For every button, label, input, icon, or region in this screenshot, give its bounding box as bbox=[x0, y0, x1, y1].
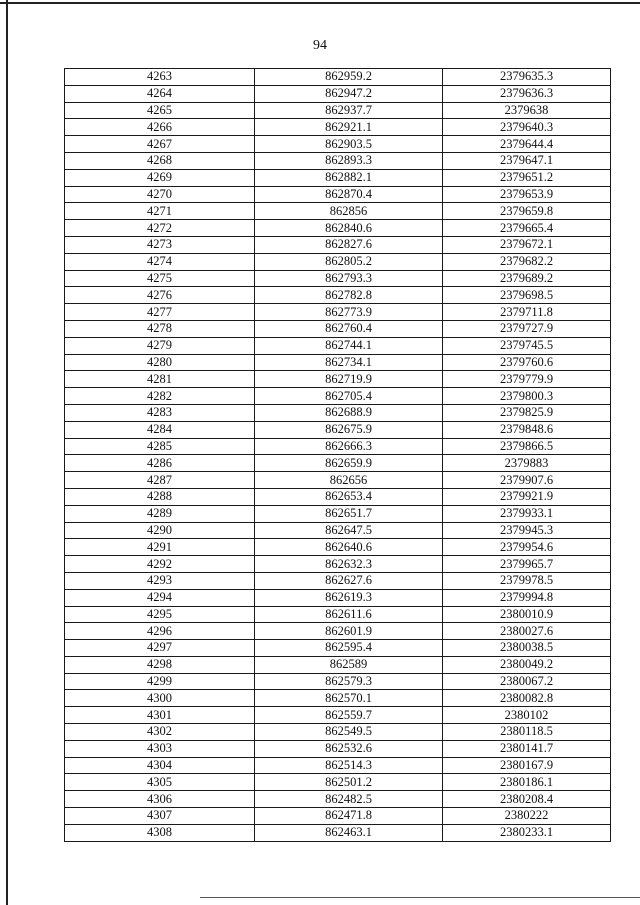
y-coordinate-cell: 2380102 bbox=[443, 707, 611, 724]
x-coordinate-cell: 862619.3 bbox=[255, 589, 443, 606]
point-number-cell: 4280 bbox=[65, 354, 255, 371]
y-coordinate-cell: 2379883 bbox=[443, 455, 611, 472]
point-number-cell: 4286 bbox=[65, 455, 255, 472]
x-coordinate-cell: 862640.6 bbox=[255, 539, 443, 556]
y-coordinate-cell: 2379933.1 bbox=[443, 505, 611, 522]
table-row bbox=[65, 757, 611, 774]
x-coordinate-cell: 862882.1 bbox=[255, 169, 443, 186]
y-coordinate-cell: 2379682.2 bbox=[443, 253, 611, 270]
table-row bbox=[65, 169, 611, 186]
coordinates-table-body bbox=[65, 69, 611, 842]
point-number-cell: 4305 bbox=[65, 774, 255, 791]
point-number-cell: 4279 bbox=[65, 337, 255, 354]
table-row bbox=[65, 640, 611, 657]
table-row bbox=[65, 152, 611, 169]
y-coordinate-cell: 2380208.4 bbox=[443, 791, 611, 808]
x-coordinate-cell: 862501.2 bbox=[255, 774, 443, 791]
x-coordinate-cell: 862532.6 bbox=[255, 740, 443, 757]
point-number-cell: 4263 bbox=[65, 69, 255, 86]
y-coordinate-cell: 2379907.6 bbox=[443, 472, 611, 489]
x-coordinate-cell: 862959.2 bbox=[255, 69, 443, 86]
x-coordinate-cell: 862482.5 bbox=[255, 791, 443, 808]
table-row bbox=[65, 455, 611, 472]
y-coordinate-cell: 2380233.1 bbox=[443, 824, 611, 841]
table-row bbox=[65, 270, 611, 287]
x-coordinate-cell: 862760.4 bbox=[255, 320, 443, 337]
y-coordinate-cell: 2379665.4 bbox=[443, 220, 611, 237]
point-number-cell: 4302 bbox=[65, 724, 255, 741]
x-coordinate-cell: 862559.7 bbox=[255, 707, 443, 724]
table-row bbox=[65, 623, 611, 640]
y-coordinate-cell: 2379644.4 bbox=[443, 136, 611, 153]
point-number-cell: 4296 bbox=[65, 623, 255, 640]
point-number-cell: 4267 bbox=[65, 136, 255, 153]
table-row bbox=[65, 774, 611, 791]
y-coordinate-cell: 2379848.6 bbox=[443, 421, 611, 438]
x-coordinate-cell: 862719.9 bbox=[255, 371, 443, 388]
table-row bbox=[65, 102, 611, 119]
table-row bbox=[65, 791, 611, 808]
point-number-cell: 4288 bbox=[65, 488, 255, 505]
y-coordinate-cell: 2380186.1 bbox=[443, 774, 611, 791]
y-coordinate-cell: 2379945.3 bbox=[443, 522, 611, 539]
point-number-cell: 4264 bbox=[65, 85, 255, 102]
point-number-cell: 4308 bbox=[65, 824, 255, 841]
table-row bbox=[65, 236, 611, 253]
table-row bbox=[65, 354, 611, 371]
x-coordinate-cell: 862773.9 bbox=[255, 304, 443, 321]
x-coordinate-cell: 862570.1 bbox=[255, 690, 443, 707]
point-number-cell: 4307 bbox=[65, 808, 255, 825]
point-number-cell: 4277 bbox=[65, 304, 255, 321]
x-coordinate-cell: 862595.4 bbox=[255, 640, 443, 657]
y-coordinate-cell: 2379978.5 bbox=[443, 572, 611, 589]
point-number-cell: 4271 bbox=[65, 203, 255, 220]
x-coordinate-cell: 862870.4 bbox=[255, 186, 443, 203]
point-number-cell: 4268 bbox=[65, 152, 255, 169]
table-row bbox=[65, 421, 611, 438]
coordinates-table bbox=[64, 68, 611, 842]
y-coordinate-cell: 2379825.9 bbox=[443, 404, 611, 421]
table-row bbox=[65, 505, 611, 522]
y-coordinate-cell: 2379651.2 bbox=[443, 169, 611, 186]
x-coordinate-cell: 862782.8 bbox=[255, 287, 443, 304]
y-coordinate-cell: 2379965.7 bbox=[443, 556, 611, 573]
table-row bbox=[65, 522, 611, 539]
table-row bbox=[65, 220, 611, 237]
x-coordinate-cell: 862805.2 bbox=[255, 253, 443, 270]
x-coordinate-cell: 862653.4 bbox=[255, 488, 443, 505]
x-coordinate-cell: 862471.8 bbox=[255, 808, 443, 825]
x-coordinate-cell: 862793.3 bbox=[255, 270, 443, 287]
point-number-cell: 4301 bbox=[65, 707, 255, 724]
y-coordinate-cell: 2379711.8 bbox=[443, 304, 611, 321]
x-coordinate-cell: 862651.7 bbox=[255, 505, 443, 522]
point-number-cell: 4275 bbox=[65, 270, 255, 287]
y-coordinate-cell: 2379635.3 bbox=[443, 69, 611, 86]
point-number-cell: 4306 bbox=[65, 791, 255, 808]
point-number-cell: 4294 bbox=[65, 589, 255, 606]
point-number-cell: 4269 bbox=[65, 169, 255, 186]
point-number-cell: 4276 bbox=[65, 287, 255, 304]
y-coordinate-cell: 2379727.9 bbox=[443, 320, 611, 337]
y-coordinate-cell: 2380067.2 bbox=[443, 673, 611, 690]
table-row bbox=[65, 673, 611, 690]
table-row bbox=[65, 472, 611, 489]
table-row bbox=[65, 488, 611, 505]
point-number-cell: 4304 bbox=[65, 757, 255, 774]
table-row bbox=[65, 606, 611, 623]
x-coordinate-cell: 862744.1 bbox=[255, 337, 443, 354]
x-coordinate-cell: 862601.9 bbox=[255, 623, 443, 640]
point-number-cell: 4283 bbox=[65, 404, 255, 421]
x-coordinate-cell: 862734.1 bbox=[255, 354, 443, 371]
point-number-cell: 4285 bbox=[65, 438, 255, 455]
point-number-cell: 4298 bbox=[65, 656, 255, 673]
y-coordinate-cell: 2379672.1 bbox=[443, 236, 611, 253]
y-coordinate-cell: 2379779.9 bbox=[443, 371, 611, 388]
table-row bbox=[65, 203, 611, 220]
point-number-cell: 4297 bbox=[65, 640, 255, 657]
y-coordinate-cell: 2379689.2 bbox=[443, 270, 611, 287]
y-coordinate-cell: 2380010.9 bbox=[443, 606, 611, 623]
point-number-cell: 4289 bbox=[65, 505, 255, 522]
x-coordinate-cell: 862514.3 bbox=[255, 757, 443, 774]
table-row bbox=[65, 690, 611, 707]
table-row bbox=[65, 388, 611, 405]
scan-border-top bbox=[0, 2, 640, 4]
table-row bbox=[65, 808, 611, 825]
x-coordinate-cell: 862549.5 bbox=[255, 724, 443, 741]
table-row bbox=[65, 136, 611, 153]
table-row bbox=[65, 656, 611, 673]
x-coordinate-cell: 862705.4 bbox=[255, 388, 443, 405]
table-row bbox=[65, 304, 611, 321]
x-coordinate-cell: 862656 bbox=[255, 472, 443, 489]
y-coordinate-cell: 2379954.6 bbox=[443, 539, 611, 556]
point-number-cell: 4293 bbox=[65, 572, 255, 589]
table-row bbox=[65, 287, 611, 304]
x-coordinate-cell: 862579.3 bbox=[255, 673, 443, 690]
point-number-cell: 4274 bbox=[65, 253, 255, 270]
x-coordinate-cell: 862856 bbox=[255, 203, 443, 220]
x-coordinate-cell: 862647.5 bbox=[255, 522, 443, 539]
table-row bbox=[65, 337, 611, 354]
x-coordinate-cell: 862921.1 bbox=[255, 119, 443, 136]
point-number-cell: 4300 bbox=[65, 690, 255, 707]
page-number: 94 bbox=[313, 38, 327, 53]
y-coordinate-cell: 2379800.3 bbox=[443, 388, 611, 405]
x-coordinate-cell: 862937.7 bbox=[255, 102, 443, 119]
y-coordinate-cell: 2379760.6 bbox=[443, 354, 611, 371]
point-number-cell: 4299 bbox=[65, 673, 255, 690]
scan-border-left bbox=[6, 0, 8, 905]
point-number-cell: 4295 bbox=[65, 606, 255, 623]
point-number-cell: 4272 bbox=[65, 220, 255, 237]
x-coordinate-cell: 862893.3 bbox=[255, 152, 443, 169]
y-coordinate-cell: 2379698.5 bbox=[443, 287, 611, 304]
point-number-cell: 4290 bbox=[65, 522, 255, 539]
table-row bbox=[65, 438, 611, 455]
x-coordinate-cell: 862827.6 bbox=[255, 236, 443, 253]
x-coordinate-cell: 862659.9 bbox=[255, 455, 443, 472]
x-coordinate-cell: 862589 bbox=[255, 656, 443, 673]
point-number-cell: 4281 bbox=[65, 371, 255, 388]
table-row bbox=[65, 253, 611, 270]
x-coordinate-cell: 862627.6 bbox=[255, 572, 443, 589]
y-coordinate-cell: 2380038.5 bbox=[443, 640, 611, 657]
table-row bbox=[65, 724, 611, 741]
table-row bbox=[65, 589, 611, 606]
y-coordinate-cell: 2379866.5 bbox=[443, 438, 611, 455]
x-coordinate-cell: 862675.9 bbox=[255, 421, 443, 438]
y-coordinate-cell: 2379659.8 bbox=[443, 203, 611, 220]
table-row bbox=[65, 85, 611, 102]
table-row bbox=[65, 186, 611, 203]
point-number-cell: 4291 bbox=[65, 539, 255, 556]
y-coordinate-cell: 2380141.7 bbox=[443, 740, 611, 757]
x-coordinate-cell: 862666.3 bbox=[255, 438, 443, 455]
x-coordinate-cell: 862611.6 bbox=[255, 606, 443, 623]
x-coordinate-cell: 862688.9 bbox=[255, 404, 443, 421]
table-row bbox=[65, 824, 611, 841]
table-row bbox=[65, 320, 611, 337]
y-coordinate-cell: 2380118.5 bbox=[443, 724, 611, 741]
x-coordinate-cell: 862903.5 bbox=[255, 136, 443, 153]
y-coordinate-cell: 2380167.9 bbox=[443, 757, 611, 774]
y-coordinate-cell: 2379640.3 bbox=[443, 119, 611, 136]
x-coordinate-cell: 862840.6 bbox=[255, 220, 443, 237]
x-coordinate-cell: 862632.3 bbox=[255, 556, 443, 573]
table-row bbox=[65, 556, 611, 573]
point-number-cell: 4292 bbox=[65, 556, 255, 573]
table-row bbox=[65, 707, 611, 724]
y-coordinate-cell: 2379647.1 bbox=[443, 152, 611, 169]
y-coordinate-cell: 2380222 bbox=[443, 808, 611, 825]
table-row bbox=[65, 119, 611, 136]
point-number-cell: 4270 bbox=[65, 186, 255, 203]
point-number-cell: 4266 bbox=[65, 119, 255, 136]
point-number-cell: 4265 bbox=[65, 102, 255, 119]
table-row bbox=[65, 371, 611, 388]
table-row bbox=[65, 404, 611, 421]
point-number-cell: 4273 bbox=[65, 236, 255, 253]
y-coordinate-cell: 2379638 bbox=[443, 102, 611, 119]
y-coordinate-cell: 2379636.3 bbox=[443, 85, 611, 102]
table-row bbox=[65, 740, 611, 757]
point-number-cell: 4287 bbox=[65, 472, 255, 489]
y-coordinate-cell: 2379994.8 bbox=[443, 589, 611, 606]
point-number-cell: 4282 bbox=[65, 388, 255, 405]
x-coordinate-cell: 862947.2 bbox=[255, 85, 443, 102]
point-number-cell: 4303 bbox=[65, 740, 255, 757]
y-coordinate-cell: 2380082.8 bbox=[443, 690, 611, 707]
point-number-cell: 4284 bbox=[65, 421, 255, 438]
y-coordinate-cell: 2380049.2 bbox=[443, 656, 611, 673]
table-row bbox=[65, 572, 611, 589]
y-coordinate-cell: 2379921.9 bbox=[443, 488, 611, 505]
table-row bbox=[65, 69, 611, 86]
table-row bbox=[65, 539, 611, 556]
y-coordinate-cell: 2380027.6 bbox=[443, 623, 611, 640]
y-coordinate-cell: 2379745.5 bbox=[443, 337, 611, 354]
point-number-cell: 4278 bbox=[65, 320, 255, 337]
x-coordinate-cell: 862463.1 bbox=[255, 824, 443, 841]
scan-border-bottom bbox=[200, 897, 640, 898]
y-coordinate-cell: 2379653.9 bbox=[443, 186, 611, 203]
